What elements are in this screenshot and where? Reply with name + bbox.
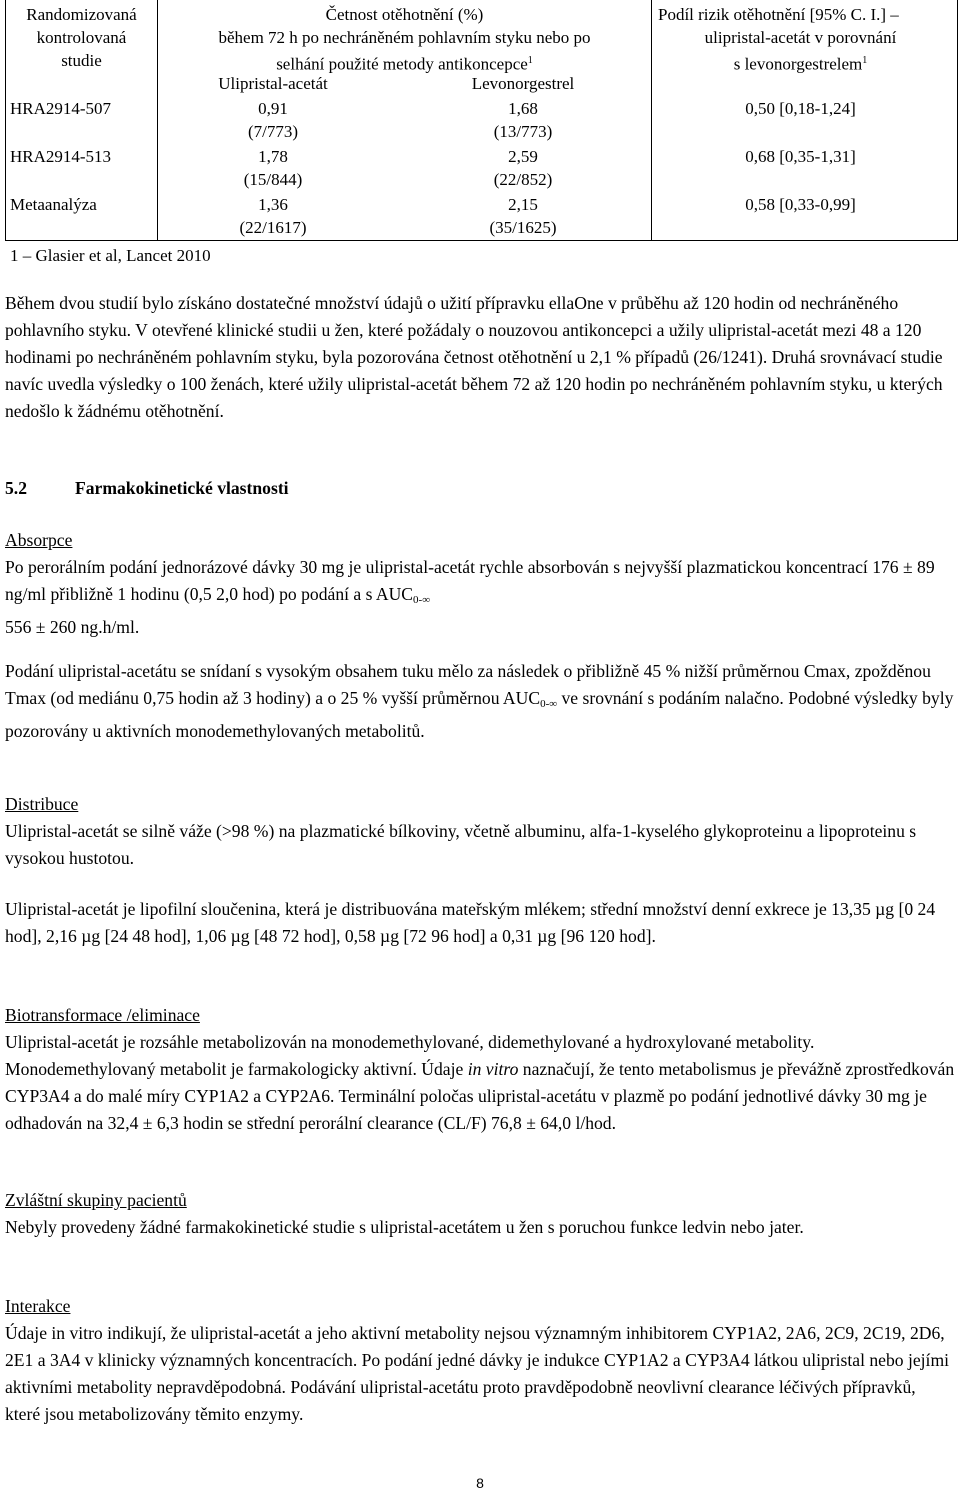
distribution-block [5,791,955,872]
table-cell [158,145,388,191]
special-groups-block [5,1187,955,1241]
text-run: ve srovnání s podáním nalačno. Podobné výsledky byly pozorovány u aktivních monodemethylovaných metabolitů. [5,688,954,741]
cell-count: (22/1617) [239,218,307,237]
paragraph-text: Ulipristal-acetát je lipofilní sloučenina, která je distribuována mateřským mlékem; střední množství denní exkrece je 13,35 µg [0 24 hod], 2,16 µg [24 48 hod], 1,06 µg [48 72 hod], 0,58 µg [72 96 hod] a 0,31 µg [96 120 hod]. [5,899,936,946]
absorption-block [5,527,955,641]
header-text: s levonorgestrelem [733,54,863,74]
subsection-heading: Interakce [5,1296,71,1316]
header-line: Četnost otěhotnění (%) [325,5,484,24]
cell-value: 2,15 [508,195,538,214]
paragraph-text: Údaje in vitro indikují, že ulipristal-acetát a jeho aktivní metabolity nejsou významným inhibitorem CYP1A2, 2A6, 2C9, 2C19, 2D6, 2E1 a 3A4 v klinicky významných koncentracích. Po podání jedné dávky je indukce CYP1A2 a CYP3A4 látkou ulipristal nebo jejími aktivními metabolity nepravděpodobná. Podávání ulipristal-acetátu proto pravděpodobně neovlivní clearance léčivých přípravků, které jsou metabolizovány těmito enzymy. [5,1323,950,1424]
section-heading [5,475,289,502]
cell-ratio: 0,50 [0,18-1,24] [745,99,856,118]
text-run: naznačují, že tento metabolismus je převážně zprostředkován CYP3A4 a do malé míry CYP1A2 a CYP2A6. Terminální poločas ulipristal-acetátu v plazmě po podání jednotlivé dávky 30 mg je odhadován na 32,4 ± 6,3 hodin se střední perorální clearance (CL/F) 76,8 ± 64,0 l/hod. [5,1059,955,1133]
cell-count: (15/844) [243,170,303,189]
text-run: 556 ± 260 ng.h/ml. [5,617,140,637]
header-line: ulipristal-acetát v porovnání [704,28,897,47]
table-cell [158,97,388,143]
paragraph-text [5,554,955,641]
footnote-ref: 1 [862,55,868,66]
table-header-risk-ratio [658,3,958,76]
page-number: 8 [476,1475,484,1491]
header-text: selhání použité metody antikoncepce [276,54,528,74]
cell-count: (7/773) [247,122,299,141]
header-line: kontrolovaná [36,28,127,47]
paragraph-text: Ulipristal-acetát se silně váže (>98 %) na plazmatické bílkoviny, včetně albuminu, alfa-1-kyselého glykoproteinu a lipoproteinu s vysokou hustotou. [5,821,917,868]
text-run: Po perorálním podání jednorázové dávky 30 mg je ulipristal-acetát rychle absorbován s nejvyšší plazmatickou koncentrací 176 ± 89 ng/ml přibližně 1 hodinu (0,5 2,0 hod) po podání a s AUC [5,557,935,604]
subsection-heading: Distribuce [5,794,79,814]
subsection-heading: Zvláštní skupiny pacientů [5,1190,187,1210]
biotransformation-block [5,1002,955,1137]
subscript: 0-∞ [540,698,558,710]
cell-value: 0,91 [258,99,288,118]
interactions-block [5,1293,955,1428]
table-cell [398,97,648,143]
section-number: 5.2 [5,478,27,498]
table-cell [398,193,648,239]
table-header-study [6,3,157,72]
paragraph-text: Během dvou studií bylo získáno dostatečné množství údajů o užití přípravku ellaOne v průběhu až 120 hodin od nechráněného pohlavního styku. V otevřené klinické studii u žen, které požádaly o nouzovou antikoncepci a užily ulipristal-acetát mezi 48 a 120 hodinami po nechráněném pohlavním styku, byla pozorována četnost otěhotnění u 2,1 % případů (26/1241). Druhá srovnávací studie navíc uvedla výsledky o 100 ženách, které užily ulipristal-acetát během 72 až 120 hodin po nechráněném pohlavním styku, u kterých nedošlo k žádnému otěhotnění. [5,293,943,421]
table-footnote: 1 – Glasier et al, Lancet 2010 [10,246,211,265]
efficacy-paragraph [5,290,955,425]
cell-ratio: 0,68 [0,35-1,31] [745,147,856,166]
header-line: Podíl rizik otěhotnění [95% C. I.] – [658,5,899,24]
cell-value: 2,59 [508,147,538,166]
paragraph-text: Nebyly provedeny žádné farmakokinetické studie s ulipristal-acetátem u žen s poruchou funkce ledvin nebo jater. [5,1217,804,1237]
paragraph-text [5,1029,955,1137]
paragraph-text [5,658,955,745]
table-divider [651,0,652,240]
row-label: HRA2914-507 [10,99,112,118]
row-label: Metaanalýza [10,195,97,214]
cell-value: 1,68 [508,99,538,118]
subscript: 0-∞ [413,594,431,606]
cell-count: (22/852) [493,170,553,189]
efficacy-table [5,0,958,265]
subheader-upa: Ulipristal-acetát [218,74,328,93]
cell-count: (13/773) [493,122,553,141]
subsection-heading: Biotransformace /eliminace [5,1005,200,1025]
footnote-ref: 1 [527,55,533,66]
cell-count: (35/1625) [489,218,557,237]
header-line: studie [61,51,102,70]
text-run: Ulipristal-acetát je rozsáhle metabolizován na monodemethylované, didemethylované a hydroxylované metabolity. Monodemethylovaný metabolit je farmakologicky aktivní. Údaje [5,1032,815,1079]
subsection-heading: Absorpce [5,530,73,550]
text-run: Podání ulipristal-acetátu se snídaní s vysokým obsahem tuku mělo za následek o přibližně 45 % nižší průměrnou Cmax, zpožděnou Tmax (od mediánu 0,75 hodin až 3 hodiny) a o 25 % vyšší průměrnou AUC [5,661,931,708]
header-line: Randomizovaná [26,5,137,24]
section-title: Farmakokinetické vlastnosti [75,478,289,498]
cell-value: 1,78 [258,147,288,166]
header-line [658,49,943,76]
table-cell [398,145,648,191]
table-header-pregnancy-rate [158,3,651,76]
distribution-milk-paragraph [5,896,955,950]
cell-ratio: 0,58 [0,33-0,99] [745,195,856,214]
italic-text: in vitro [467,1059,519,1079]
row-label: HRA2914-513 [10,147,112,166]
cell-value: 1,36 [258,195,288,214]
table-cell [158,193,388,239]
absorption-food-paragraph [5,658,955,745]
subheader-lng: Levonorgestrel [471,74,575,93]
header-line: během 72 h po nechráněném pohlavním styku nebo po [218,28,591,47]
